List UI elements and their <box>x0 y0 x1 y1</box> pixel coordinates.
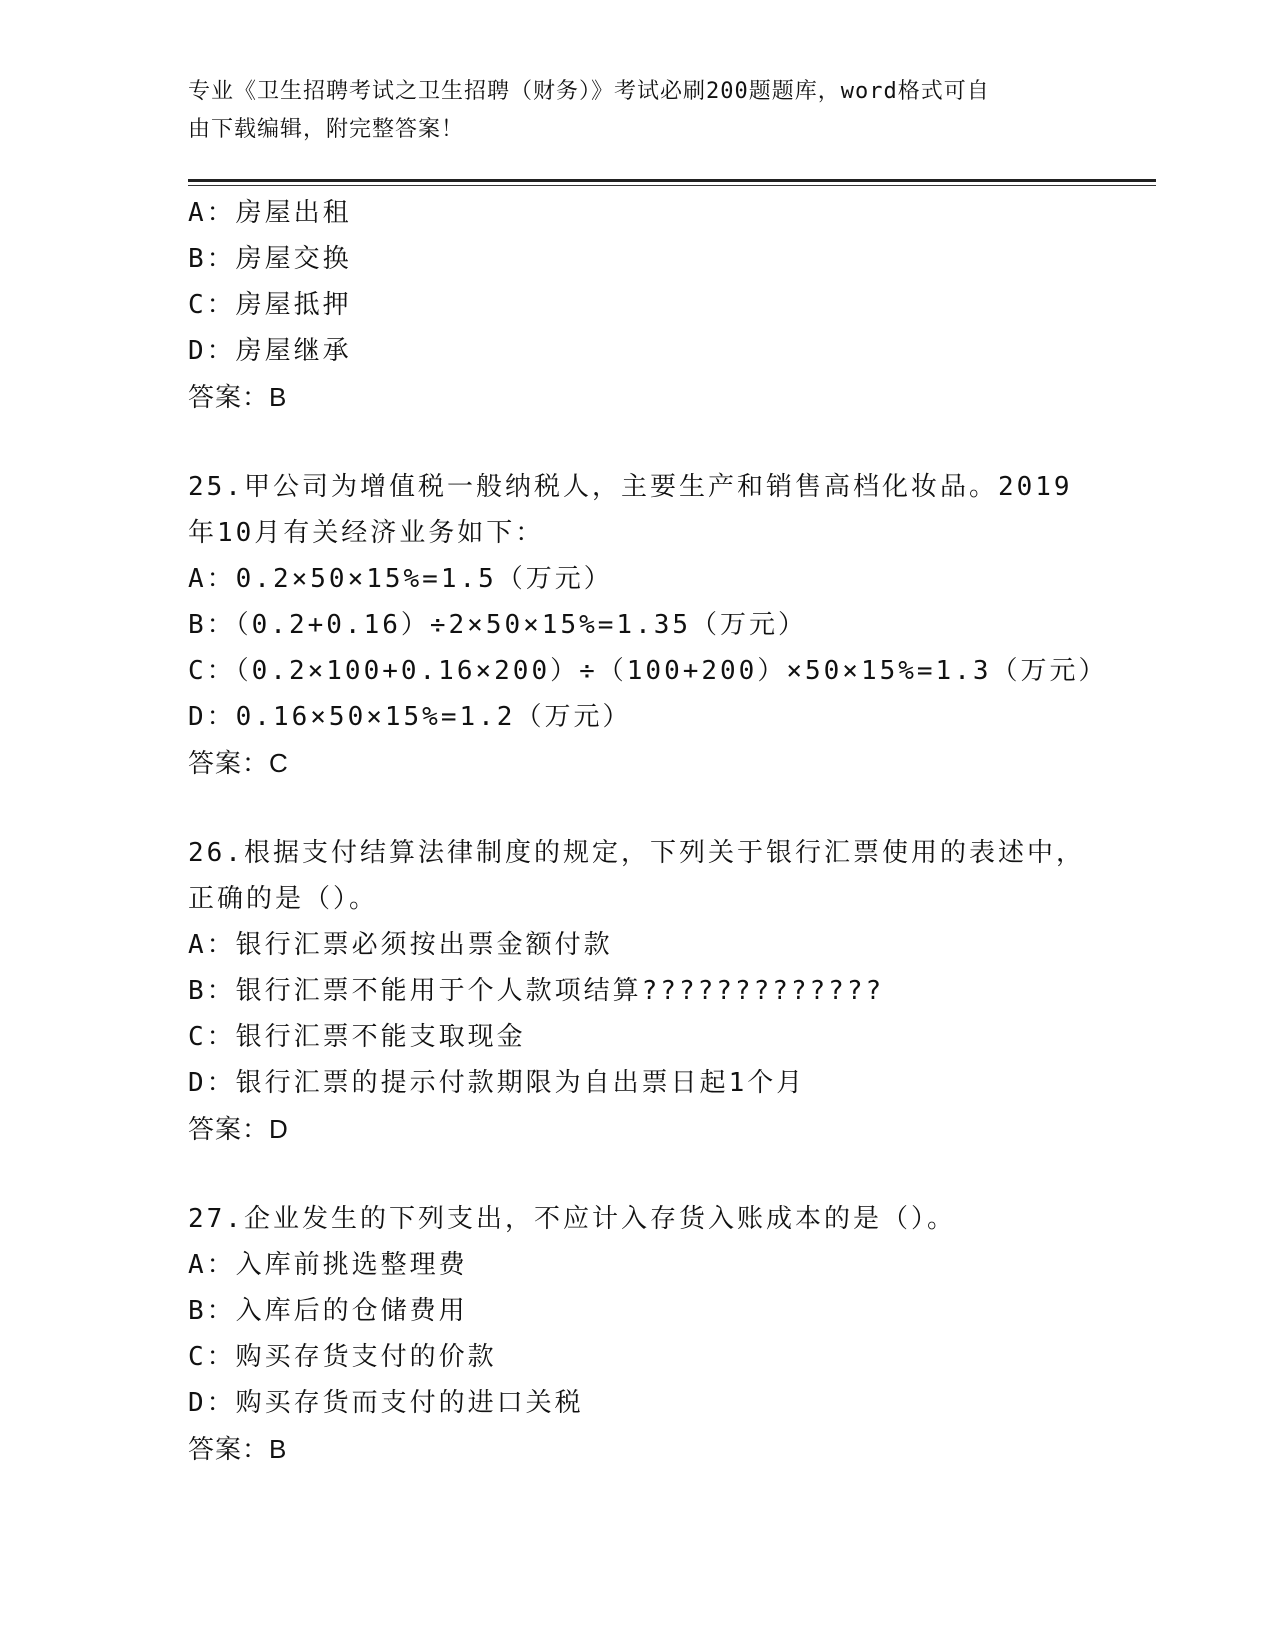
question-block <box>188 830 1088 1152</box>
option-c: C：购买存货支付的价款 <box>188 1342 497 1372</box>
question-stem-line: 25.甲公司为增值税一般纳税人，主要生产和销售高档化妆品。2019 <box>188 472 1073 502</box>
option-a: A：入库前挑选整理费 <box>188 1250 468 1280</box>
question-block <box>188 464 1108 786</box>
question-stem-line: 27.企业发生的下列支出，不应计入存货入账成本的是（）。 <box>188 1204 956 1234</box>
question-list <box>188 190 1108 1472</box>
option-c: C：银行汇票不能支取现金 <box>188 1022 526 1052</box>
option-b: B：（0.2+0.16）÷2×50×15%=1.35（万元） <box>188 610 808 640</box>
question-block <box>188 190 1088 420</box>
option-d: D：0.16×50×15%=1.2（万元） <box>188 702 632 732</box>
option-d: D：购买存货而支付的进口关税 <box>188 1388 584 1418</box>
header-line-2: 由下载编辑，附完整答案！ <box>188 117 465 142</box>
option-b: B：入库后的仓储费用 <box>188 1296 468 1326</box>
answer-line: 答案：C <box>188 748 289 778</box>
answer-line: 答案：D <box>188 1114 289 1144</box>
option-c: C：（0.2×100+0.16×200）÷（100+200）×50×15%=1.3（万元） <box>188 656 1108 686</box>
option-c: C：房屋抵押 <box>188 290 352 320</box>
option-b: B：房屋交换 <box>188 244 352 274</box>
option-a: A：银行汇票必须按出票金额付款 <box>188 930 613 960</box>
question-stem-line: 年10月有关经济业务如下： <box>188 518 545 548</box>
header-line-1: 专业《卫生招聘考试之卫生招聘（财务）》考试必刷200题题库，word格式可自 <box>188 79 990 104</box>
option-d: D：银行汇票的提示付款期限为自出票日起1个月 <box>188 1068 806 1098</box>
answer-line: 答案：B <box>188 382 288 412</box>
question-stem-line: 正确的是（）。 <box>188 884 379 914</box>
answer-line: 答案：B <box>188 1434 288 1464</box>
option-a: A：0.2×50×15%=1.5（万元） <box>188 564 613 594</box>
question-block <box>188 1196 1088 1472</box>
question-stem-line: 26.根据支付结算法律制度的规定，下列关于银行汇票使用的表述中， <box>188 838 1085 868</box>
header-rule-thick <box>188 179 1156 182</box>
option-b: B：银行汇票不能用于个人款项结算????????????? <box>188 976 885 1006</box>
header-rule-thin <box>188 185 1156 186</box>
option-a: A：房屋出租 <box>188 198 352 228</box>
document-header <box>188 73 1068 149</box>
option-d: D：房屋继承 <box>188 336 352 366</box>
